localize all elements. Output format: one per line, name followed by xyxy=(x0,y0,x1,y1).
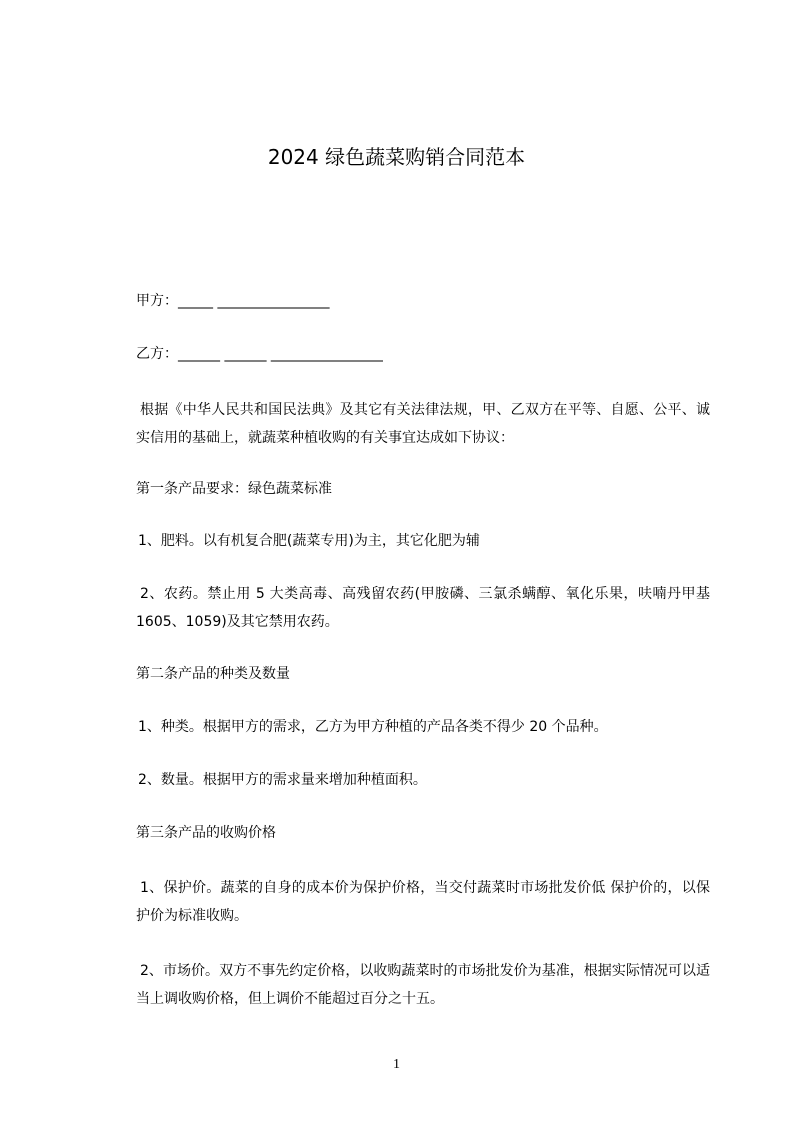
article2-heading: 第二条产品的种类及数量 xyxy=(136,666,290,682)
preamble-paragraph: 根据《中华人民共和国民法典》及其它有关法律法规，甲、乙双方在平等、自愿、公平、诚实信用的基础上，就蔬菜种植收购的有关事宜达成如下协议： xyxy=(136,402,710,446)
article3-item2: 2、市场价。双方不事先约定价格，以收购蔬菜时的市场批发价为基准，根据实际情况可以适当上调收购价格，但上调价不能超过百分之十五。 xyxy=(136,963,710,1007)
article1-heading: 第一条产品要求：绿色蔬菜标准 xyxy=(136,481,332,497)
article1-item2: 2、农药。禁止用 5 大类高毒、高残留农药(甲胺磷、三氯杀螨醇、氧化乐果，呋喃丹甲基 1605、1059)及其它禁用农药。 xyxy=(136,586,710,630)
article2-item2: 2、数量。根据甲方的需求量来增加种植面积。 xyxy=(138,772,427,788)
party-b-line: 乙方：______ ______ ________________ xyxy=(136,346,383,362)
article1-item1: 1、肥料。以有机复合肥(蔬菜专用)为主，其它化肥为辅 xyxy=(138,533,480,549)
article3-heading: 第三条产品的收购价格 xyxy=(136,825,276,841)
party-a-line: 甲方：_____ ________________ xyxy=(136,293,330,309)
article3-item1: 1、保护价。蔬菜的自身的成本价为保护价格，当交付蔬菜时市场批发价低 保护价的，以保护价为标准收购。 xyxy=(136,880,710,924)
document-title: 2024 绿色蔬菜购销合同范本 xyxy=(267,145,526,169)
article2-item1: 1、种类。根据甲方的需求，乙方为甲方种植的产品各类不得少 20 个品种。 xyxy=(138,719,608,735)
page-number: 1 xyxy=(393,1057,400,1072)
